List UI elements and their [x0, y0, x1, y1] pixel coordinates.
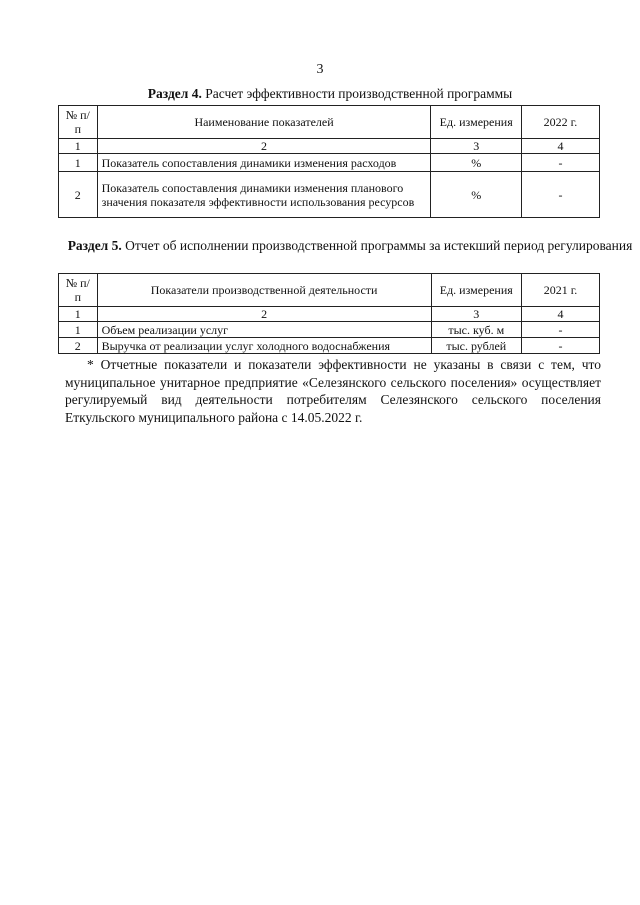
row-value: -: [521, 172, 599, 218]
index-cell: 1: [59, 307, 98, 322]
index-cell: 3: [431, 307, 521, 322]
header-number: № п/п: [59, 274, 98, 307]
row-name: Выручка от реализации услуг холодного водоснабжения: [97, 338, 431, 354]
row-value: -: [521, 338, 599, 354]
table-index-row: [59, 307, 600, 322]
section-5-title: Отчет об исполнении производственной программы за истекший период регулирования: [121, 238, 633, 253]
section-4-label: Раздел 4.: [147, 86, 202, 101]
row-unit: тыс. рублей: [431, 338, 521, 354]
index-cell: 4: [521, 307, 599, 322]
index-cell: 2: [97, 307, 431, 322]
table-header-row: [59, 274, 600, 307]
section-5-label: Раздел 5.: [67, 238, 122, 253]
row-unit: %: [431, 154, 521, 172]
row-unit: %: [431, 172, 521, 218]
table-row: [59, 322, 600, 338]
section-4-title: Расчет эффективности производственной программы: [201, 86, 513, 101]
section-4-table: [58, 105, 600, 218]
index-cell: 3: [431, 139, 521, 154]
row-number: 2: [59, 172, 98, 218]
page-number: 3: [316, 62, 324, 77]
table-header-row: [59, 106, 600, 139]
row-name: Объем реализации услуг: [97, 322, 431, 338]
header-name: Показатели производственной деятельности: [97, 274, 431, 307]
section-5-table: [58, 273, 600, 354]
footnote: * Отчетные показатели и показатели эффективности не указаны в связи с тем, что муниципальное унитарное предприятие «Селезянского сельского поселения» осуществляет регулируемый вид деятельности потребителям Селезянского сельского поселения Еткульского муниципального района с 14.05.2022 г.: [65, 357, 601, 425]
row-name: Показатель сопоставления динамики изменения планового значения показателя эффективности использования ресурсов: [97, 172, 431, 218]
header-year: 2022 г.: [521, 106, 599, 139]
row-number: 1: [59, 322, 98, 338]
header-unit: Ед. измерения: [431, 106, 521, 139]
table-row: [59, 172, 600, 218]
index-cell: 4: [521, 139, 599, 154]
row-unit: тыс. куб. м: [431, 322, 521, 338]
row-number: 2: [59, 338, 98, 354]
section-4-heading: [60, 86, 600, 102]
row-value: -: [521, 154, 599, 172]
index-cell: 1: [59, 139, 98, 154]
table-row: [59, 154, 600, 172]
header-unit: Ед. измерения: [431, 274, 521, 307]
row-number: 1: [59, 154, 98, 172]
table-index-row: [59, 139, 600, 154]
header-year: 2021 г.: [521, 274, 599, 307]
index-cell: 2: [97, 139, 431, 154]
table-row: [59, 338, 600, 354]
row-value: -: [521, 322, 599, 338]
section-5-heading: [60, 238, 640, 254]
header-name: Наименование показателей: [97, 106, 431, 139]
header-number: № п/п: [59, 106, 98, 139]
row-name: Показатель сопоставления динамики изменения расходов: [97, 154, 431, 172]
